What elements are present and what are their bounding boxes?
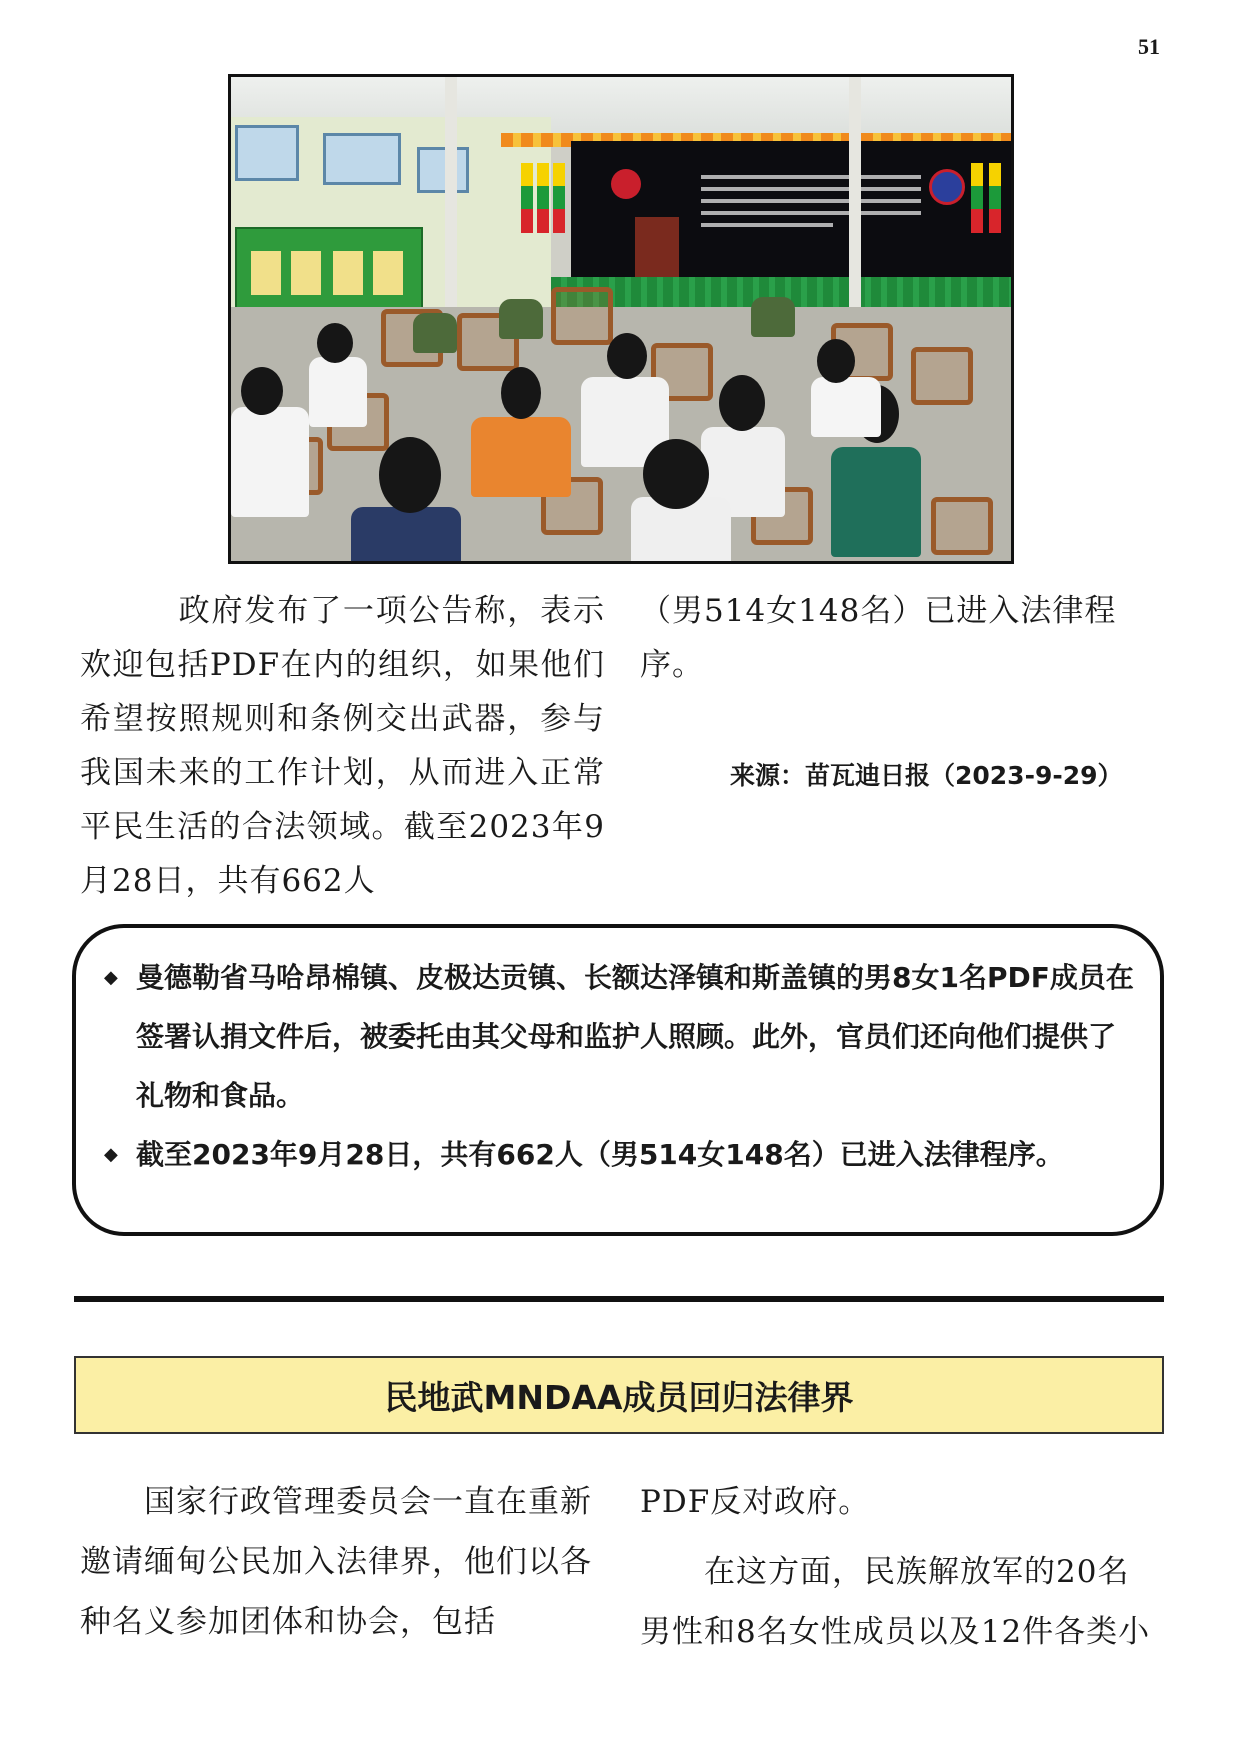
section-divider bbox=[74, 1296, 1164, 1302]
body-text-left: 政府发布了一项公告称，表示欢迎包括PDF在内的组织，如果他们希望按照规则和条例交出武器，参与我国未来的工作计划，从而进入正常平民生活的合法领域。截至2023年9月28日，共有662人 bbox=[80, 593, 605, 899]
list-item bbox=[104, 1125, 1138, 1184]
body-text-left-2: 国家行政管理委员会一直在重新邀请缅甸公民加入法律界，他们以各种名义参加团体和协会，包括 bbox=[80, 1484, 592, 1640]
body-text-right-2 bbox=[640, 1472, 1160, 1662]
page-number: 51 bbox=[1138, 34, 1160, 59]
summary-list bbox=[104, 948, 1138, 1184]
list-item-text: 曼德勒省马哈昂棉镇、皮极达贡镇、长额达泽镇和斯盖镇的男8女1名PDF成员在签署认捐文件后，被委托由其父母和监护人照顾。此外，官员们还向他们提供了礼物和食品。 bbox=[136, 961, 1134, 1112]
list-item-text: 截至2023年9月28日，共有662人（男514女148名）已进入法律程序。 bbox=[136, 1138, 1064, 1171]
summary-box bbox=[72, 924, 1164, 1236]
section-heading: 民地武MNDAA成员回归法律界 bbox=[384, 1377, 854, 1417]
meeting-photo bbox=[228, 74, 1014, 564]
diamond-bullet-icon: ◆ bbox=[104, 967, 118, 988]
body-text-right: （男514女148名）已进入法律程序。 bbox=[640, 593, 1117, 683]
diamond-bullet-icon: ◆ bbox=[104, 1144, 118, 1165]
paragraph: 在这方面，民族解放军的20名男性和8名女性成员以及12件各类小 bbox=[640, 1554, 1151, 1650]
section-heading-box bbox=[74, 1356, 1164, 1434]
paragraph: PDF反对政府。 bbox=[640, 1484, 871, 1520]
source-citation: 来源：苗瓦迪日报（2023-9-29） bbox=[730, 761, 1123, 790]
list-item bbox=[104, 948, 1138, 1125]
